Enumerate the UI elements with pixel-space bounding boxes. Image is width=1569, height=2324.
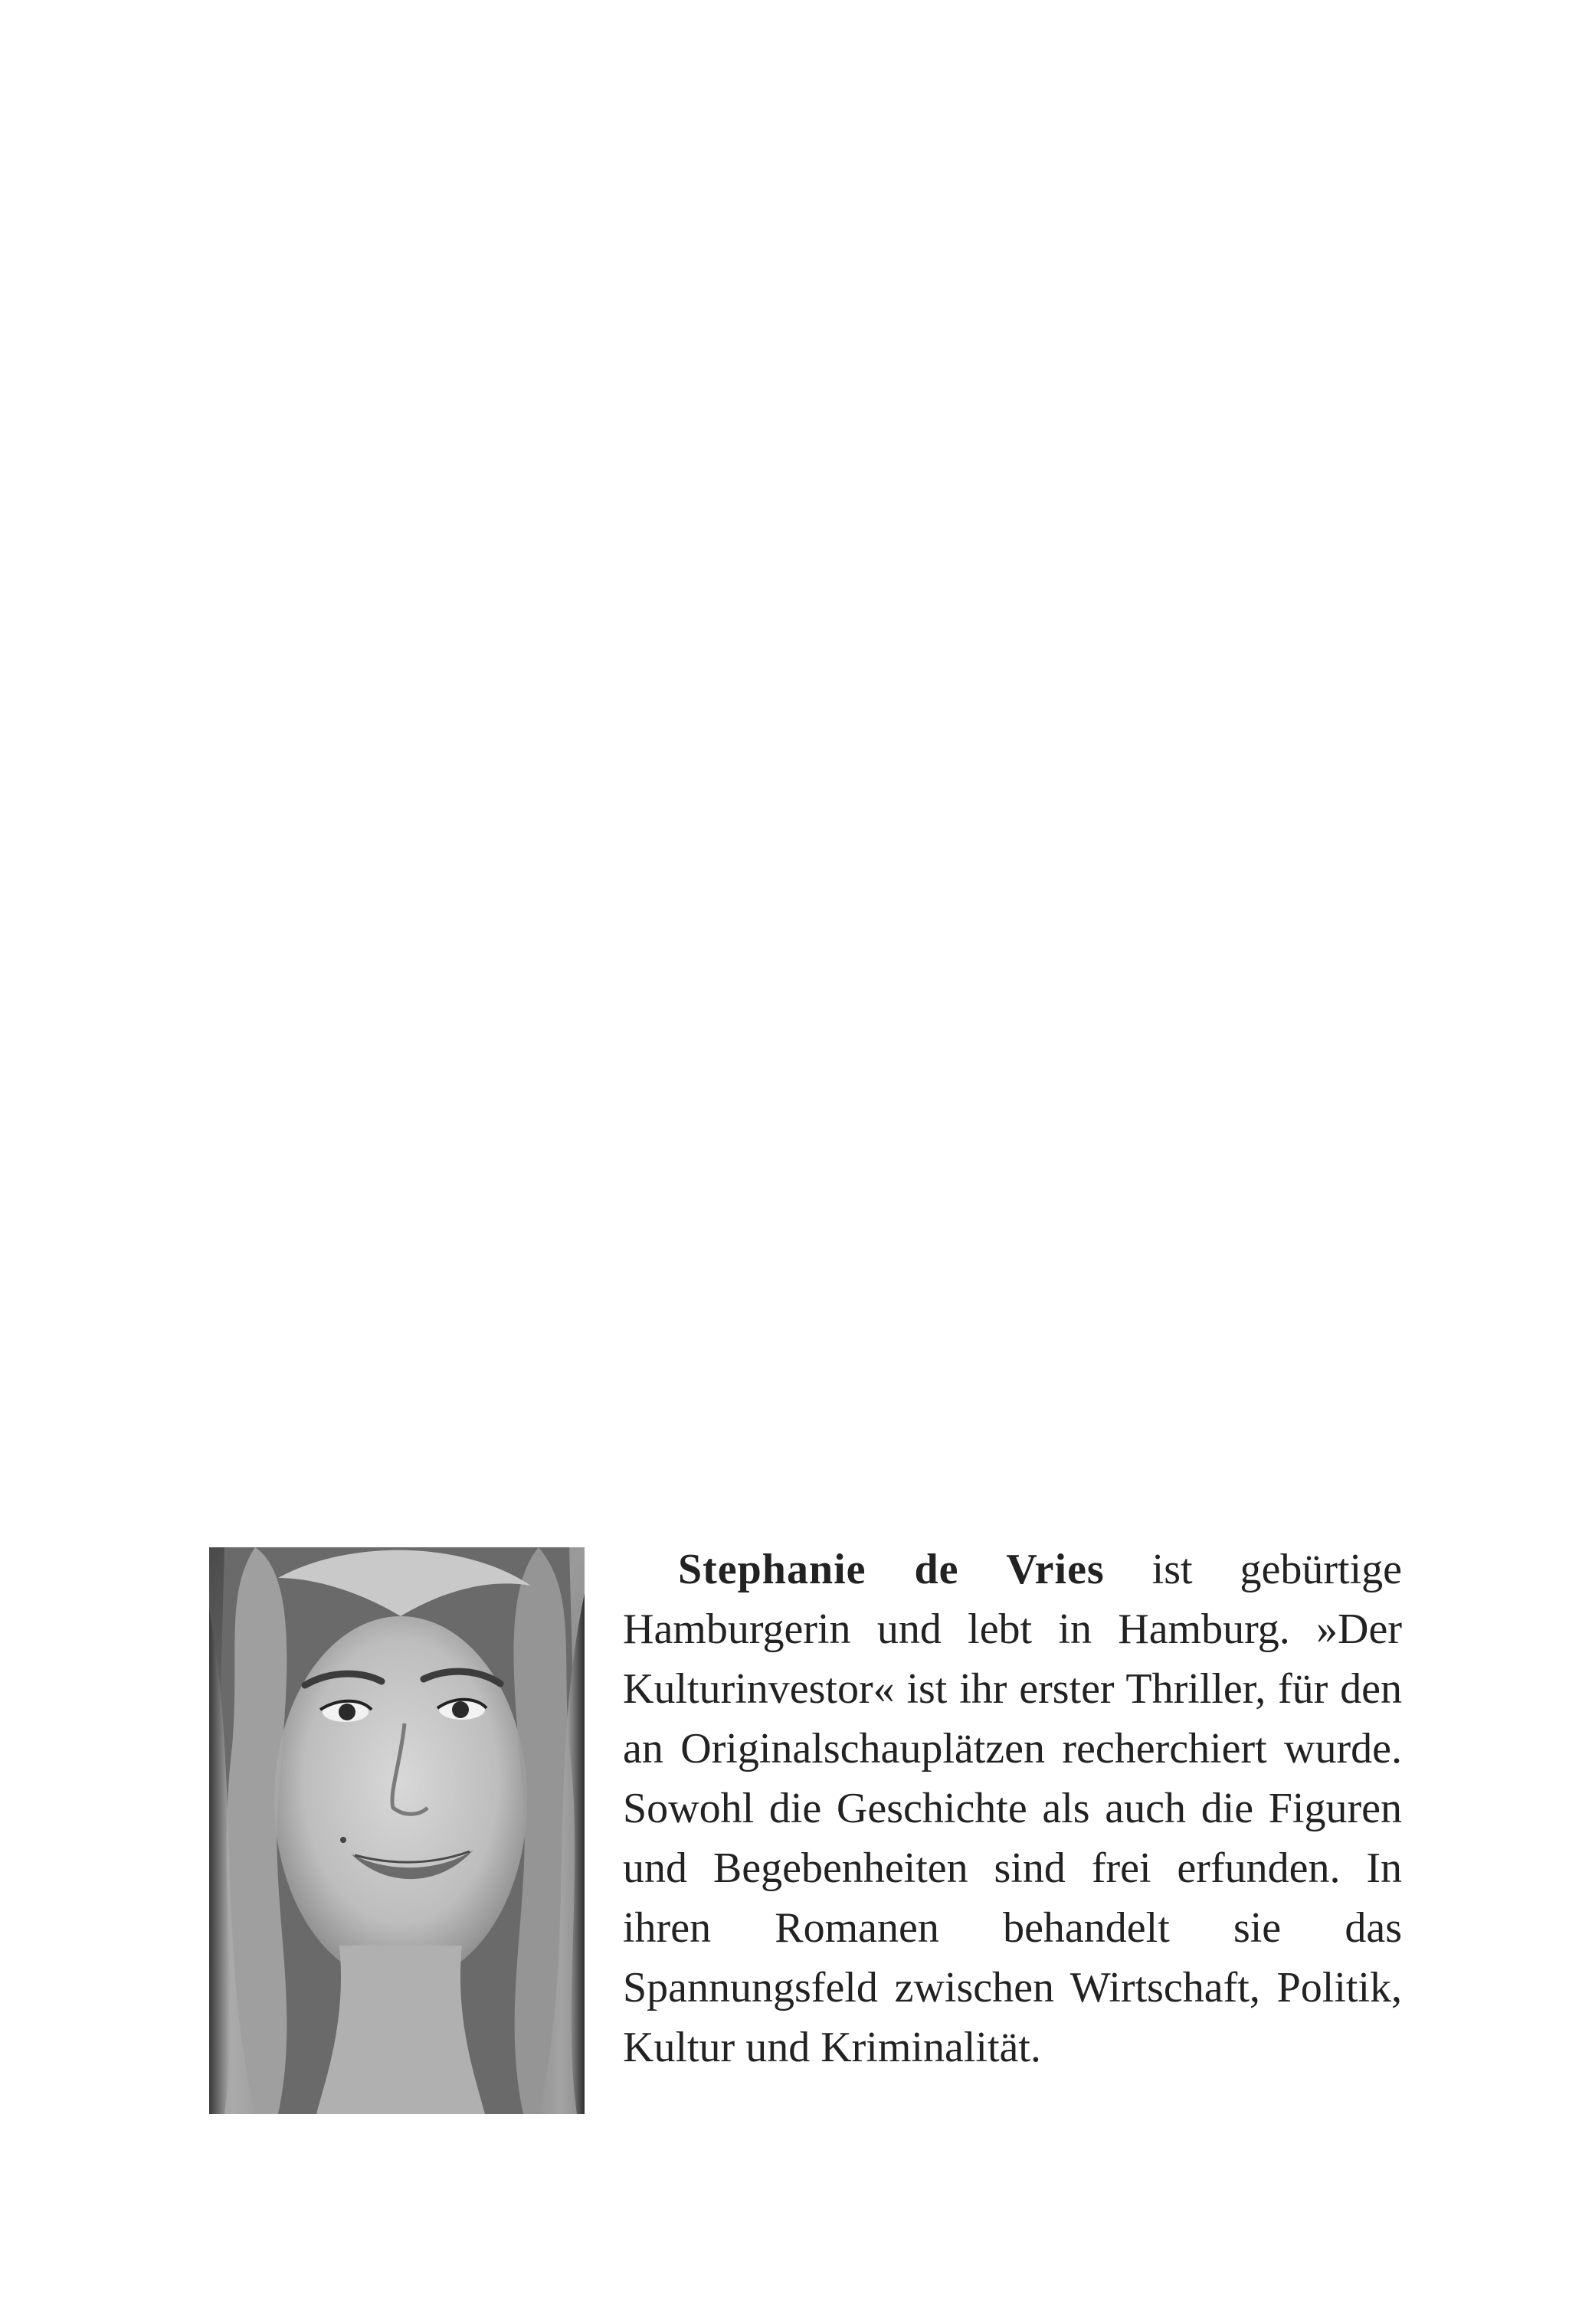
- author-bio-section: [209, 1540, 1402, 2122]
- author-name: Stephanie de Vries: [678, 1546, 1105, 1593]
- author-bio-paragraph: [623, 1540, 1402, 2077]
- author-portrait-photo: [209, 1547, 585, 2114]
- author-bio-text: ist gebürtige Hamburgerin und lebt in Hamburg. »Der Kulturinvestor« ist ihr erster Thriller, für den an Originalschauplätzen recherchiert wurde. Sowohl die Geschichte als auch die Figuren und Begebenheiten sind frei erfunden. In ihren Romanen behandelt sie das Spannungsfeld zwischen Wirtschaft, Politik, Kultur und Kriminalität.: [623, 1546, 1402, 2071]
